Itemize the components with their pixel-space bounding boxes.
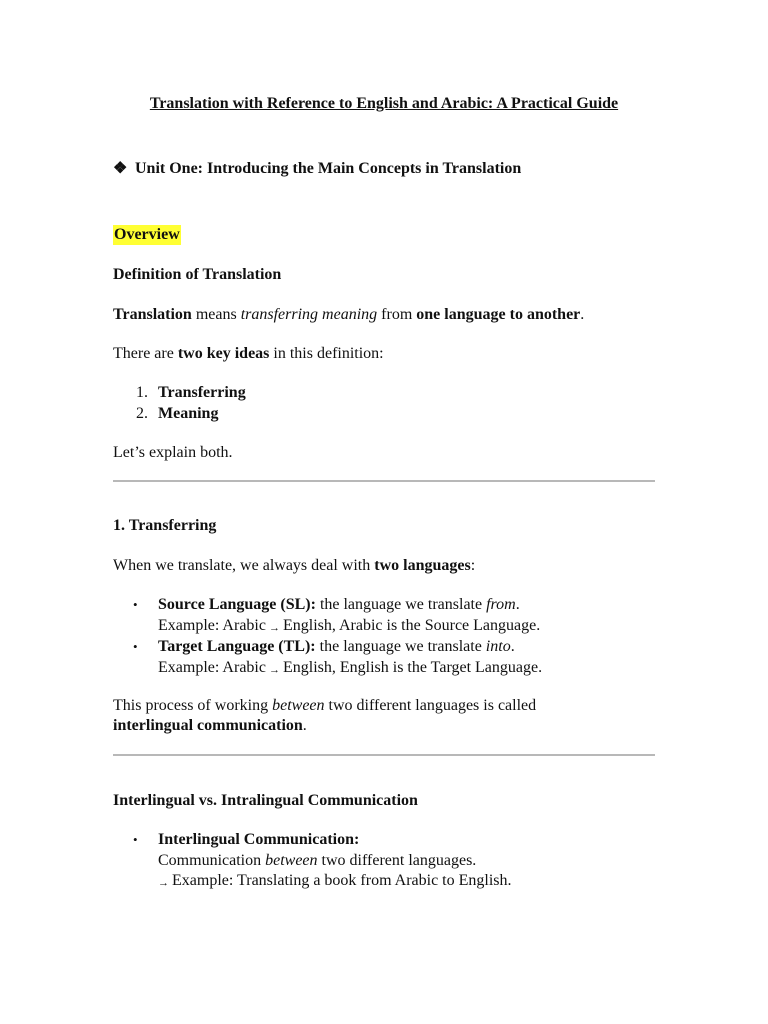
process-emphasis: between bbox=[272, 697, 325, 714]
list-number: 2. bbox=[136, 405, 148, 422]
process-text: . bbox=[302, 717, 307, 734]
definition-text: . bbox=[580, 306, 585, 323]
bullet-text: the language we translate bbox=[315, 638, 486, 655]
process-text: This process of working bbox=[113, 697, 273, 714]
bullet-text: . bbox=[510, 638, 515, 655]
unit-heading-text: Unit One: Introducing the Main Concepts in Translation bbox=[135, 160, 522, 177]
bullet-emphasis: from bbox=[486, 596, 516, 613]
key-ideas-text: There are bbox=[113, 345, 178, 362]
example-text: Example: Translating a book from Arabic to English. bbox=[172, 872, 512, 889]
bullet-term: Target Language (TL): bbox=[158, 638, 316, 655]
list-item bbox=[113, 382, 655, 403]
example-text: Example: Arabic bbox=[158, 616, 266, 634]
bullet-dot-icon: • bbox=[133, 832, 138, 847]
right-arrow-icon: → bbox=[268, 621, 280, 634]
definition-strong: one language to another bbox=[416, 306, 581, 323]
language-bullets bbox=[113, 595, 655, 679]
example-text: Example: Arabic bbox=[158, 658, 266, 676]
list-item bbox=[113, 403, 655, 424]
diamond-bullet-icon: ❖ bbox=[113, 160, 128, 177]
unit-heading bbox=[113, 159, 521, 179]
definition-paragraph bbox=[113, 305, 655, 325]
overview-heading: Overview bbox=[114, 226, 180, 243]
key-ideas-paragraph bbox=[113, 344, 655, 364]
bullet-text: . bbox=[515, 596, 520, 613]
process-strong: interlingual communication bbox=[113, 717, 303, 734]
communication-bullets bbox=[113, 830, 655, 893]
intro-text: When we translate, we always deal with bbox=[113, 557, 375, 574]
intro-text: : bbox=[470, 557, 476, 574]
definition-term: Translation bbox=[113, 306, 192, 323]
definition-text: from bbox=[377, 306, 417, 323]
list-item bbox=[113, 595, 655, 637]
right-arrow-icon: → bbox=[268, 663, 280, 676]
bullet-text: the language we translate bbox=[315, 596, 487, 613]
list-item bbox=[113, 637, 655, 679]
transferring-intro bbox=[113, 556, 655, 576]
divider bbox=[113, 480, 655, 482]
intro-strong: two languages bbox=[374, 557, 471, 574]
divider bbox=[113, 754, 655, 756]
right-arrow-icon: → bbox=[158, 877, 169, 889]
list-number: 1. bbox=[136, 384, 148, 401]
list-label: Meaning bbox=[158, 405, 219, 422]
definition-heading: Definition of Translation bbox=[113, 266, 282, 283]
bullet-emphasis: between bbox=[265, 851, 318, 869]
bullet-text: two different languages. bbox=[317, 851, 477, 869]
example-text: English, Arabic is the Source Language. bbox=[282, 616, 541, 634]
definition-text: means bbox=[191, 306, 241, 323]
document-title: Translation with Reference to English and Arabic: A Practical Guide bbox=[149, 95, 619, 112]
section-heading-transferring: 1. Transferring bbox=[113, 517, 217, 534]
key-ideas-text: in this definition: bbox=[269, 345, 384, 362]
bullet-term: Interlingual Communication: bbox=[158, 831, 360, 848]
example-text: English, English is the Target Language. bbox=[282, 658, 543, 676]
bullet-dot-icon: • bbox=[133, 639, 138, 654]
bullet-dot-icon: • bbox=[133, 597, 138, 612]
explain-paragraph: Let’s explain both. bbox=[113, 444, 233, 461]
bullet-term: Source Language (SL): bbox=[158, 596, 316, 613]
section-heading-interlingual: Interlingual vs. Intralingual Communication bbox=[113, 792, 418, 809]
bullet-text: Communication bbox=[158, 851, 266, 869]
process-text: two different languages is called bbox=[324, 697, 537, 714]
list-item bbox=[113, 830, 655, 893]
process-paragraph bbox=[113, 696, 655, 736]
definition-emphasis: transferring meaning bbox=[240, 306, 378, 323]
bullet-emphasis: into bbox=[485, 638, 511, 655]
ideas-list bbox=[113, 382, 655, 424]
list-label: Transferring bbox=[158, 384, 246, 401]
key-ideas-strong: two key ideas bbox=[177, 345, 270, 362]
